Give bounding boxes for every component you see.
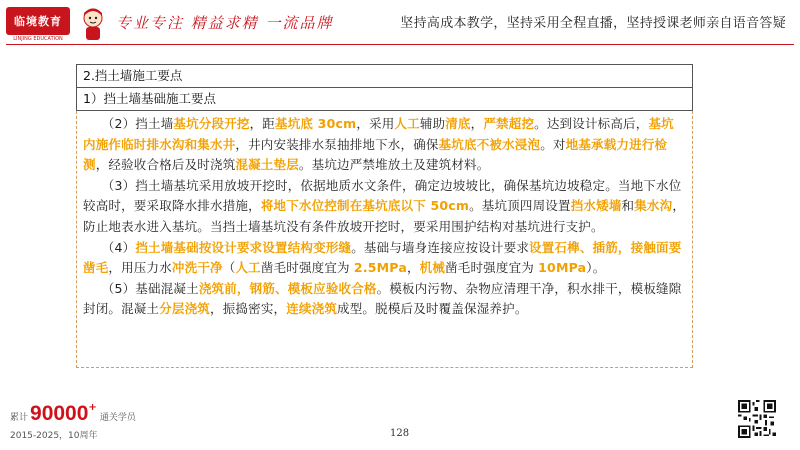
mascot-icon <box>78 6 108 42</box>
brand-logo-subtext: LINJING EDUCATION <box>13 36 63 42</box>
paragraph-text: 。基础与墙身连接应按设计要求 <box>351 239 530 255</box>
paragraph-text: ，井内安装排水泵抽排地下水，确保 <box>235 136 439 152</box>
paragraph-text: 。达到设计标高后， <box>534 116 649 131</box>
paragraph-text: ， <box>406 260 420 276</box>
content-body <box>76 111 693 368</box>
brand-logo-text: 临境教育 <box>14 15 62 28</box>
highlighted-text: 基坑底 30cm <box>275 116 357 131</box>
highlighted-text: 集水沟 <box>634 198 673 214</box>
paragraph-text: （5）基础混凝土 <box>101 280 199 296</box>
highlighted-text: 连续浇筑 <box>286 301 338 317</box>
anniversary-text: 2015-2025，10周年 <box>10 431 98 441</box>
paragraph-text: 。对 <box>540 136 566 152</box>
brand-logo <box>6 7 70 35</box>
subsection-title: 1）挡土墙基础施工要点 <box>76 88 693 111</box>
count-plus: + <box>88 402 97 413</box>
page-header <box>0 0 800 52</box>
paragraph-text: 。基坑边严禁堆放土及建筑材料。 <box>298 157 490 173</box>
count-suffix: 通关学员 <box>99 413 136 423</box>
paragraph-text: ）。 <box>586 260 606 276</box>
highlighted-text: 10MPa <box>538 260 587 276</box>
paragraph-text: ，经验收合格后及时浇筑 <box>95 157 236 173</box>
highlighted-text: 清底 <box>445 116 471 131</box>
paragraph-text: 凿毛时强度宜为 <box>260 260 354 276</box>
highlighted-text: 冲洗干净 <box>171 260 223 276</box>
paragraph <box>83 114 686 176</box>
paragraph-text: 。基坑顶四周设置 <box>469 198 571 214</box>
paragraph-text: （4） <box>101 239 136 255</box>
header-divider <box>6 44 794 45</box>
page-number: 128 <box>390 428 410 439</box>
highlighted-text: 机械 <box>419 260 446 276</box>
document-table <box>76 64 693 368</box>
paragraph-text: （ <box>222 260 236 276</box>
highlighted-text: 基坑分段开挖 <box>173 116 250 131</box>
paragraph-text: ，采用 <box>356 116 395 131</box>
paragraph-text: ，用压力水 <box>108 260 172 276</box>
paragraph-text: ，振捣密实， <box>210 301 287 317</box>
highlighted-text: 浇筑前，钢筋、模板应验收合格 <box>198 280 377 296</box>
paragraph-text: （3）挡土墙基坑采用放坡开挖时，依据地质水文条件，确定边坡坡比，确保基坑边坡稳定。当地下水位较高时，要采取降水排水措施， <box>83 177 682 214</box>
highlighted-text: 人工 <box>394 116 420 131</box>
highlighted-text: 挡水矮墙 <box>570 198 622 214</box>
paragraph-text: 。模板内污物、杂物应清理干净，积水排干，模板缝隙封闭。混凝土 <box>83 280 682 317</box>
highlighted-text: 设置石榫、插筋，接触面要凿毛 <box>83 239 682 276</box>
paragraph <box>83 238 686 279</box>
paragraph-text: 辅助 <box>419 116 446 131</box>
paragraph-text: （2）挡土墙 <box>101 116 174 131</box>
paragraph-text: 凿毛时强度宜为 <box>445 260 539 276</box>
highlighted-text: 混凝土垫层 <box>235 157 299 173</box>
paragraph <box>83 279 686 320</box>
count-prefix: 累计 <box>10 413 29 423</box>
highlighted-text: 分层浇筑 <box>159 301 211 317</box>
paragraph-text: ，防止地表水进入基坑。当挡土墙基坑没有条件放坡开挖时，要采用围护结构对基坑进行支护。 <box>83 198 686 234</box>
highlighted-text: 将地下水位控制在基坑底以下 50cm <box>260 198 470 214</box>
student-count-badge <box>10 402 136 441</box>
paragraph-text: ，距 <box>249 116 276 131</box>
highlighted-text: 严禁超挖 <box>483 116 535 131</box>
highlighted-text: 人工 <box>235 260 261 276</box>
count-value: 90000 <box>30 402 89 425</box>
highlighted-text: 基坑内施作临时排水沟和集水井 <box>83 116 674 152</box>
paragraph <box>83 176 686 238</box>
highlighted-text: 挡土墙基础按设计要求设置结构变形缝 <box>135 239 352 255</box>
paragraph-text: 成型。脱模后及时覆盖保湿养护。 <box>337 301 528 317</box>
qr-code-icon <box>738 400 776 438</box>
highlighted-text: 地基承载力进行检测 <box>83 136 668 173</box>
highlighted-text: 基坑底不被水浸泡 <box>438 136 541 152</box>
paragraph-text: 和 <box>621 198 635 214</box>
section-title: 2.挡土墙施工要点 <box>76 64 693 88</box>
brand-slogan: 专业专注 精益求精 一流品牌 <box>116 14 334 32</box>
highlighted-text: 2.5MPa <box>353 260 407 276</box>
header-tagline: 坚持高成本教学，坚持采用全程直播，坚持授课老师亲自语音答疑 <box>400 16 786 31</box>
paragraph-text: ， <box>470 116 484 131</box>
